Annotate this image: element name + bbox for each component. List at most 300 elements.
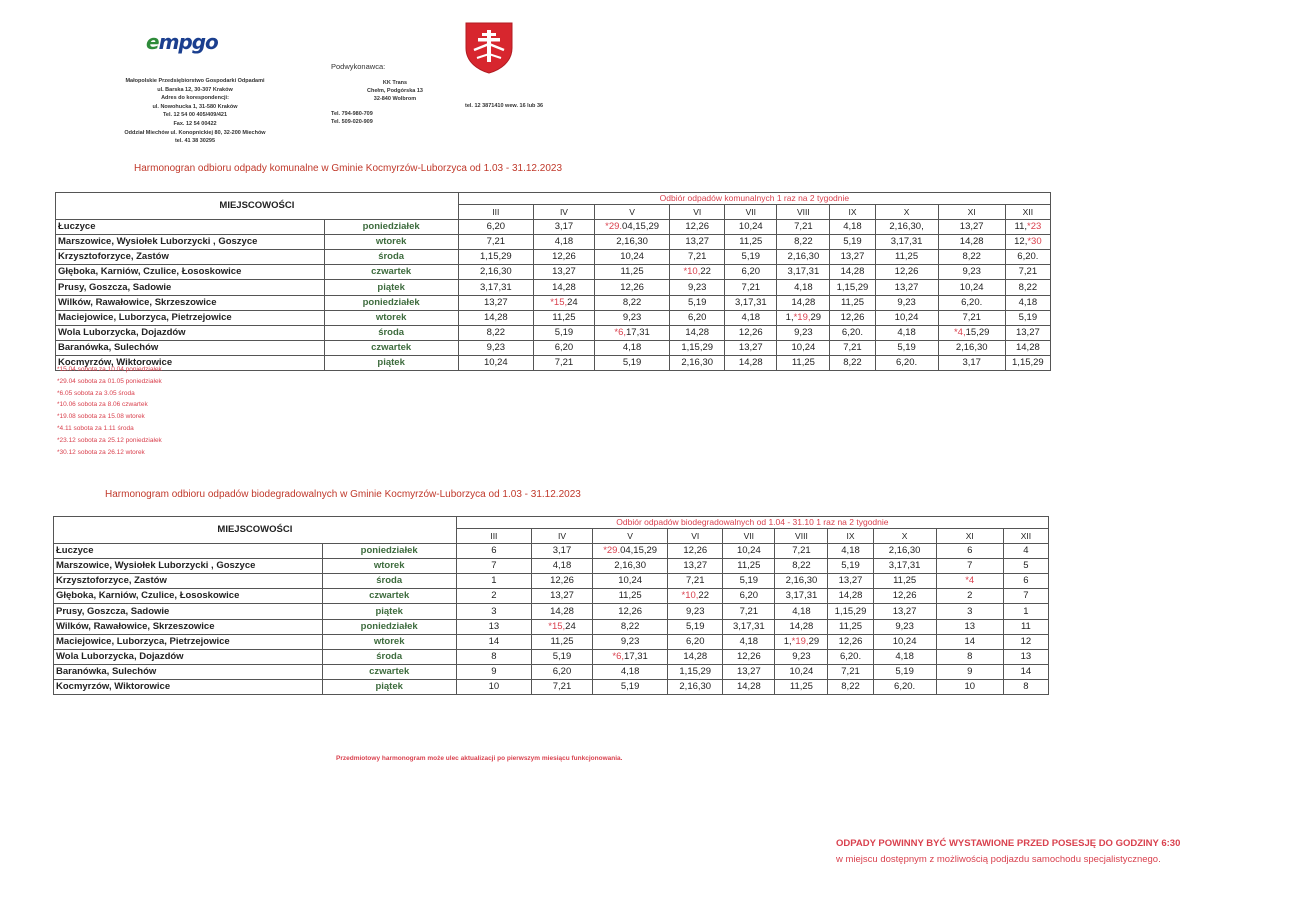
- collection-dates: 2,16,30,: [875, 220, 938, 235]
- collection-dates: 6: [936, 544, 1003, 559]
- collection-dates: 8,22: [938, 250, 1005, 265]
- collection-dates: 9,23: [875, 295, 938, 310]
- collection-dates: 3,17: [938, 355, 1005, 370]
- mpgo-logo: empgo: [146, 30, 218, 54]
- collection-dates: 13,27: [938, 220, 1005, 235]
- collection-dates: 6,20.: [1005, 250, 1050, 265]
- collection-dates: 1,15,29: [830, 280, 875, 295]
- collection-dates: 6,20.: [875, 355, 938, 370]
- collection-day: czwartek: [324, 340, 458, 355]
- collection-dates: 8,22: [1005, 280, 1050, 295]
- collection-dates: 3,17: [531, 544, 592, 559]
- collection-dates: 14,28: [828, 589, 873, 604]
- collection-day: środa: [322, 649, 456, 664]
- collection-dates: 2,16,30: [668, 679, 723, 694]
- collection-dates: 14,28: [777, 295, 830, 310]
- town-name: Wilków, Rawałowice, Skrzeszowice: [54, 619, 323, 634]
- company-address: [110, 77, 280, 146]
- collection-dates: 10,24: [777, 340, 830, 355]
- town-name: Głęboka, Karniów, Czulice, Łososkowice: [56, 265, 325, 280]
- collection-dates: 3: [936, 604, 1003, 619]
- town-name: Kocmyrzów, Wiktorowice: [54, 679, 323, 694]
- collection-dates: 8,22: [775, 559, 828, 574]
- month-header: IV: [531, 529, 592, 544]
- collection-dates: 11,25: [875, 250, 938, 265]
- collection-dates: 11,25: [533, 310, 594, 325]
- collection-dates: 5,19: [1005, 310, 1050, 325]
- collection-dates: 8: [1003, 679, 1048, 694]
- collection-dates: 10,24: [875, 310, 938, 325]
- collection-dates: 7,21: [938, 310, 1005, 325]
- collection-dates: 12,26: [873, 589, 936, 604]
- subcontractor-address-line: Chełm, Podgórska 13: [367, 88, 423, 94]
- collection-dates: 6,20.: [828, 649, 873, 664]
- table-row: [56, 310, 1051, 325]
- collection-dates: 12,26: [828, 634, 873, 649]
- collection-dates: 9,23: [668, 604, 723, 619]
- collection-dates: 8,22: [593, 619, 668, 634]
- collection-day: wtorek: [322, 634, 456, 649]
- collection-dates: 9,23: [458, 340, 533, 355]
- collection-dates: *6,17,31: [593, 649, 668, 664]
- table-row: [56, 265, 1051, 280]
- collection-dates: 6,20: [458, 220, 533, 235]
- town-name: Marszowice, Wysiołek Luborzycki , Goszyce: [56, 235, 325, 250]
- collection-dates: 13,27: [828, 574, 873, 589]
- collection-dates: 8,22: [458, 325, 533, 340]
- month-header: X: [875, 205, 938, 220]
- collection-dates: 2,16,30: [873, 544, 936, 559]
- update-note: Przedmiotowy harmonogram może ulec aktualizacji po pierwszym miesiącu funkcjonowania.: [336, 755, 623, 762]
- collection-dates: 12,26: [670, 220, 725, 235]
- collection-dates: 9: [456, 664, 531, 679]
- collection-dates: 4,18: [873, 649, 936, 664]
- note-line: *30.12 sobota za 26.12 wtorek: [57, 448, 145, 456]
- collection-dates: 9,23: [938, 265, 1005, 280]
- month-header: VI: [670, 205, 725, 220]
- month-header: IX: [828, 529, 873, 544]
- company-address-line: ul. Nowohucka 1, 31-580 Kraków: [152, 103, 238, 110]
- collection-dates: 2: [456, 589, 531, 604]
- collection-dates: 1,*19,29: [775, 634, 828, 649]
- collection-dates: 12,*30: [1005, 235, 1050, 250]
- table-row: [54, 634, 1049, 649]
- subcontractor-label: Podwykonawca:: [331, 62, 386, 71]
- collection-dates: 6,20.: [873, 679, 936, 694]
- collection-dates: 5,19: [533, 325, 594, 340]
- collection-dates: 7,21: [725, 280, 777, 295]
- collection-dates: 14,28: [775, 619, 828, 634]
- collection-dates: 7,21: [670, 250, 725, 265]
- collection-dates: 12,26: [533, 250, 594, 265]
- table-row: [54, 544, 1049, 559]
- collection-dates: 13,27: [668, 559, 723, 574]
- table-row: [56, 220, 1051, 235]
- note-line: *10.06 sobota za 8.06 czwartek: [57, 401, 148, 409]
- collection-dates: 10: [456, 679, 531, 694]
- collection-dates: 8,22: [777, 235, 830, 250]
- collection-dates: 4,18: [1005, 295, 1050, 310]
- collection-dates: 7,21: [775, 544, 828, 559]
- collection-dates: 13,27: [1005, 325, 1050, 340]
- collection-dates: 1,15,29: [668, 664, 723, 679]
- collection-dates: 6,20: [670, 310, 725, 325]
- town-name: Krzysztoforzyce, Zastów: [54, 574, 323, 589]
- collection-dates: 9: [936, 664, 1003, 679]
- company-address-line: Oddział Miechów ul. Konopnickiej 80, 32-200 Miechów: [124, 129, 266, 136]
- collection-dates: *6,17,31: [595, 325, 670, 340]
- phone-note: tel. 12 3871410 wew. 16 lub 36: [465, 103, 544, 109]
- collection-dates: 2: [936, 589, 1003, 604]
- collection-dates: 14,28: [531, 604, 592, 619]
- collection-dates: 6: [456, 544, 531, 559]
- collection-dates: 4,18: [595, 340, 670, 355]
- collection-dates: 2,16,30: [458, 265, 533, 280]
- collection-dates: 12,26: [725, 325, 777, 340]
- month-header: XI: [936, 529, 1003, 544]
- table-row: [54, 649, 1049, 664]
- month-header: VIII: [775, 529, 828, 544]
- collection-dates: 10,24: [458, 355, 533, 370]
- collection-dates: *15,24: [531, 619, 592, 634]
- collection-dates: 5,19: [668, 619, 723, 634]
- month-header: IX: [830, 205, 875, 220]
- collection-dates: 14,28: [830, 265, 875, 280]
- collection-dates: 10,24: [725, 220, 777, 235]
- collection-dates: 4,18: [830, 220, 875, 235]
- town-name: Prusy, Goszcza, Sadowie: [56, 280, 325, 295]
- collection-dates: 4,18: [533, 235, 594, 250]
- month-header: XI: [938, 205, 1005, 220]
- note-line: *19.08 sobota za 15.08 wtorek: [57, 413, 145, 421]
- collection-dates: 12,26: [875, 265, 938, 280]
- collection-dates: 13,27: [531, 589, 592, 604]
- collection-dates: 9,23: [670, 280, 725, 295]
- collection-dates: 11,25: [595, 265, 670, 280]
- collection-dates: 7: [456, 559, 531, 574]
- collection-dates: 3,17,31: [777, 265, 830, 280]
- collection-dates: 1,15,29: [670, 340, 725, 355]
- table-row: [56, 340, 1051, 355]
- subcontractor-phone-line: Tel. 509-020-909: [331, 119, 373, 125]
- collection-dates: 5: [1003, 559, 1048, 574]
- collection-dates: 11,25: [873, 574, 936, 589]
- collection-dates: 3,17,31: [873, 559, 936, 574]
- table-row: [54, 664, 1049, 679]
- collection-dates: 8: [936, 649, 1003, 664]
- collection-day: poniedziałek: [324, 220, 458, 235]
- municipal-waste-table: [55, 192, 1051, 371]
- collection-dates: 7,21: [1005, 265, 1050, 280]
- collection-day: poniedziałek: [322, 544, 456, 559]
- collection-dates: 5,19: [595, 355, 670, 370]
- month-header: XII: [1005, 205, 1050, 220]
- collection-dates: 12,26: [531, 574, 592, 589]
- collection-dates: *10,22: [670, 265, 725, 280]
- collection-dates: 7,21: [458, 235, 533, 250]
- collection-dates: 2,16,30: [775, 574, 828, 589]
- collection-dates: 12,26: [723, 649, 775, 664]
- town-name: Łuczyce: [56, 220, 325, 235]
- town-name: Wola Luborzycka, Dojazdów: [54, 649, 323, 664]
- town-name: Łuczyce: [54, 544, 323, 559]
- collection-dates: 10,24: [873, 634, 936, 649]
- collection-dates: 2,16,30: [670, 355, 725, 370]
- collection-day: poniedziałek: [324, 295, 458, 310]
- collection-day: piątek: [322, 679, 456, 694]
- town-name: Maciejowice, Luborzyca, Pietrzejowice: [56, 310, 325, 325]
- collection-dates: 10,24: [775, 664, 828, 679]
- collection-dates: 9,23: [595, 310, 670, 325]
- schedule-title: Odbiór odpadów komunalnych 1 raz na 2 tygodnie: [458, 193, 1050, 205]
- collection-dates: 9,23: [593, 634, 668, 649]
- subcontractor-phone-line: Tel. 794-980-709: [331, 111, 373, 117]
- collection-dates: 11,25: [775, 679, 828, 694]
- collection-day: czwartek: [324, 265, 458, 280]
- collection-dates: 7,21: [668, 574, 723, 589]
- collection-dates: 12: [1003, 634, 1048, 649]
- collection-dates: 5,19: [875, 340, 938, 355]
- collection-dates: 10,24: [593, 574, 668, 589]
- collection-dates: *4: [936, 574, 1003, 589]
- collection-dates: 4,18: [777, 280, 830, 295]
- collection-day: czwartek: [322, 664, 456, 679]
- note-line: *15.04 sobota za 10.04 poniedziałek: [57, 366, 162, 373]
- collection-dates: 11,25: [593, 589, 668, 604]
- table-row: [54, 559, 1049, 574]
- collection-dates: 14,28: [533, 280, 594, 295]
- collection-day: piątek: [324, 280, 458, 295]
- collection-dates: 5,19: [531, 649, 592, 664]
- town-name: Prusy, Goszcza, Sadowie: [54, 604, 323, 619]
- collection-dates: 13,27: [723, 664, 775, 679]
- table-row: [54, 679, 1049, 694]
- collection-dates: 1: [456, 574, 531, 589]
- note-line: *4.11 sobota za 1.11 środa: [57, 424, 134, 432]
- collection-dates: 3,17,31: [458, 280, 533, 295]
- subcontractor-phones: [331, 110, 373, 126]
- town-name: Wola Luborzycka, Dojazdów: [56, 325, 325, 340]
- collection-dates: 13,27: [670, 235, 725, 250]
- collection-dates: 13,27: [533, 265, 594, 280]
- collection-dates: 1,*19,29: [777, 310, 830, 325]
- collection-dates: *15,24: [533, 295, 594, 310]
- company-address-line: Adres do korespondencji:: [161, 95, 229, 102]
- table-row: [54, 574, 1049, 589]
- collection-dates: 14,28: [725, 355, 777, 370]
- collection-day: środa: [324, 250, 458, 265]
- month-header: VI: [668, 529, 723, 544]
- collection-dates: 5,19: [830, 235, 875, 250]
- note-line: *6.05 sobota za 3.05 środa: [57, 389, 135, 397]
- collection-dates: 3,17,31: [775, 589, 828, 604]
- table-row: [54, 619, 1049, 634]
- collection-dates: 2,16,30: [938, 340, 1005, 355]
- collection-dates: 11,25: [828, 619, 873, 634]
- collection-dates: 13,27: [875, 280, 938, 295]
- collection-dates: 5,19: [723, 574, 775, 589]
- collection-dates: 11,25: [830, 295, 875, 310]
- collection-dates: 13: [936, 619, 1003, 634]
- month-header: VII: [725, 205, 777, 220]
- collection-day: wtorek: [324, 235, 458, 250]
- collection-dates: 7,21: [531, 679, 592, 694]
- collection-dates: 10,24: [595, 250, 670, 265]
- collection-day: środa: [324, 325, 458, 340]
- town-name: Baranówka, Sulechów: [56, 340, 325, 355]
- month-header: V: [593, 529, 668, 544]
- collection-dates: 13,27: [458, 295, 533, 310]
- collection-dates: 6,20.: [830, 325, 875, 340]
- collection-dates: 11,25: [723, 559, 775, 574]
- collection-dates: 11,25: [725, 235, 777, 250]
- collection-dates: 10: [936, 679, 1003, 694]
- table-row: [56, 325, 1051, 340]
- collection-dates: 7,21: [533, 355, 594, 370]
- collection-day: piątek: [324, 355, 458, 370]
- collection-dates: 7: [1003, 589, 1048, 604]
- collection-dates: 6,20: [531, 664, 592, 679]
- collection-dates: 3,17,31: [875, 235, 938, 250]
- collection-dates: 14,28: [668, 649, 723, 664]
- collection-dates: 13: [1003, 649, 1048, 664]
- town-name: Krzysztoforzyce, Zastów: [56, 250, 325, 265]
- collection-dates: *4,15,29: [938, 325, 1005, 340]
- table2-heading: Harmonogram odbioru odpadów biodegradowalnych w Gminie Kocmyrzów-Luborzyca od 1.03 - 31.12.2023: [105, 489, 581, 500]
- table-row: [56, 280, 1051, 295]
- collection-dates: 11,25: [777, 355, 830, 370]
- collection-dates: 13,27: [830, 250, 875, 265]
- collection-dates: 4,18: [593, 664, 668, 679]
- collection-dates: 14: [936, 634, 1003, 649]
- town-name: Baranówka, Sulechów: [54, 664, 323, 679]
- table-row: [56, 250, 1051, 265]
- collection-dates: *29.04,15,29: [595, 220, 670, 235]
- collection-dates: 11,25: [531, 634, 592, 649]
- collection-dates: 6: [1003, 574, 1048, 589]
- collection-dates: 1,15,29: [1005, 355, 1050, 370]
- access-notice: w miejscu dostępnym z możliwością podjazdu samochodu specjalistycznego.: [836, 854, 1161, 865]
- collection-dates: 9,23: [777, 325, 830, 340]
- column-header-towns: MIEJSCOWOŚCI: [56, 193, 459, 220]
- collection-dates: 10,24: [938, 280, 1005, 295]
- collection-dates: 1: [1003, 604, 1048, 619]
- collection-day: piątek: [322, 604, 456, 619]
- collection-dates: 5,19: [593, 679, 668, 694]
- collection-dates: 5,19: [873, 664, 936, 679]
- table-row: [56, 235, 1051, 250]
- collection-dates: 5,19: [828, 559, 873, 574]
- saturday-notes: [57, 364, 162, 458]
- collection-dates: 4,18: [531, 559, 592, 574]
- collection-dates: 9,23: [873, 619, 936, 634]
- table-row: [54, 604, 1049, 619]
- company-address-line: Tel. 12 54 00 405/409/421: [162, 112, 228, 119]
- collection-dates: 1,15,29: [828, 604, 873, 619]
- company-address-line: Fax. 12 54 00422: [173, 120, 217, 127]
- collection-dates: 8,22: [830, 355, 875, 370]
- table1-heading: Harmonogran odbioru odpady komunalne w Gminie Kocmyrzów-Luborzyca od 1.03 - 31.12.2023: [134, 163, 563, 174]
- collection-day: czwartek: [322, 589, 456, 604]
- company-address-line: tel. 41 38 30295: [174, 138, 216, 145]
- collection-dates: 9,23: [775, 649, 828, 664]
- town-name: Maciejowice, Luborzyca, Pietrzejowice: [54, 634, 323, 649]
- collection-dates: 11: [1003, 619, 1048, 634]
- collection-dates: 3,17,31: [725, 295, 777, 310]
- collection-dates: *10,22: [668, 589, 723, 604]
- collection-dates: 11,*23: [1005, 220, 1050, 235]
- collection-dates: 3: [456, 604, 531, 619]
- company-address-line: Małopolskie Przedsiębiorstwo Gospodarki Odpadami: [125, 78, 265, 84]
- collection-dates: 13,27: [873, 604, 936, 619]
- collection-dates: 6,20: [725, 265, 777, 280]
- month-header: IV: [533, 205, 594, 220]
- note-line: *29.04 sobota za 01.05 poniedziałek: [57, 377, 162, 385]
- subcontractor-address: [340, 79, 450, 103]
- collection-dates: 1,15,29: [458, 250, 533, 265]
- column-header-towns: MIEJSCOWOŚCI: [54, 517, 457, 544]
- month-header: VII: [723, 529, 775, 544]
- collection-dates: 5,19: [670, 295, 725, 310]
- collection-dates: 3,17: [533, 220, 594, 235]
- collection-dates: 14,28: [1005, 340, 1050, 355]
- month-header: V: [595, 205, 670, 220]
- collection-dates: 6,20: [723, 589, 775, 604]
- coat-of-arms-icon: [462, 20, 516, 74]
- biodegradable-waste-table: [53, 516, 1049, 695]
- collection-dates: 4: [1003, 544, 1048, 559]
- collection-day: wtorek: [324, 310, 458, 325]
- collection-dates: 4,18: [725, 310, 777, 325]
- collection-dates: 4,18: [775, 604, 828, 619]
- collection-dates: 6,20.: [938, 295, 1005, 310]
- table-row: [54, 589, 1049, 604]
- month-header: III: [458, 205, 533, 220]
- subcontractor-address-line: KK Trans: [382, 80, 408, 86]
- month-header: III: [456, 529, 531, 544]
- company-address-line: ul. Barska 12, 30-307 Kraków: [157, 86, 233, 93]
- collection-dates: 12,26: [830, 310, 875, 325]
- collection-dates: 14: [1003, 664, 1048, 679]
- collection-dates: 5,19: [725, 250, 777, 265]
- collection-dates: 14,28: [670, 325, 725, 340]
- town-name: Marszowice, Wysiołek Luborzycki , Goszyce: [54, 559, 323, 574]
- collection-dates: 2,16,30: [595, 235, 670, 250]
- month-header: XII: [1003, 529, 1048, 544]
- table-row: [56, 355, 1051, 370]
- collection-dates: *29.04,15,29: [593, 544, 668, 559]
- note-line: *23.12 sobota za 25.12 poniedziałek: [57, 436, 162, 444]
- month-header: X: [873, 529, 936, 544]
- table-row: [56, 295, 1051, 310]
- collection-dates: 4,18: [723, 634, 775, 649]
- collection-dates: 7,21: [777, 220, 830, 235]
- collection-dates: 7: [936, 559, 1003, 574]
- collection-dates: 12,26: [593, 604, 668, 619]
- deadline-notice: ODPADY POWINNY BYĆ WYSTAWIONE PRZED POSESJĘ DO GODZINY 6:30: [836, 838, 1181, 849]
- town-name: Głęboka, Karniów, Czulice, Łososkowice: [54, 589, 323, 604]
- collection-dates: 6,20: [668, 634, 723, 649]
- collection-dates: 6,20: [533, 340, 594, 355]
- collection-dates: 8,22: [828, 679, 873, 694]
- collection-day: środa: [322, 574, 456, 589]
- collection-dates: 10,24: [723, 544, 775, 559]
- collection-dates: 4,18: [875, 325, 938, 340]
- subcontractor-address-line: 32-840 Wolbrom: [373, 96, 417, 102]
- collection-dates: 8: [456, 649, 531, 664]
- collection-day: poniedziałek: [322, 619, 456, 634]
- collection-dates: 2,16,30: [777, 250, 830, 265]
